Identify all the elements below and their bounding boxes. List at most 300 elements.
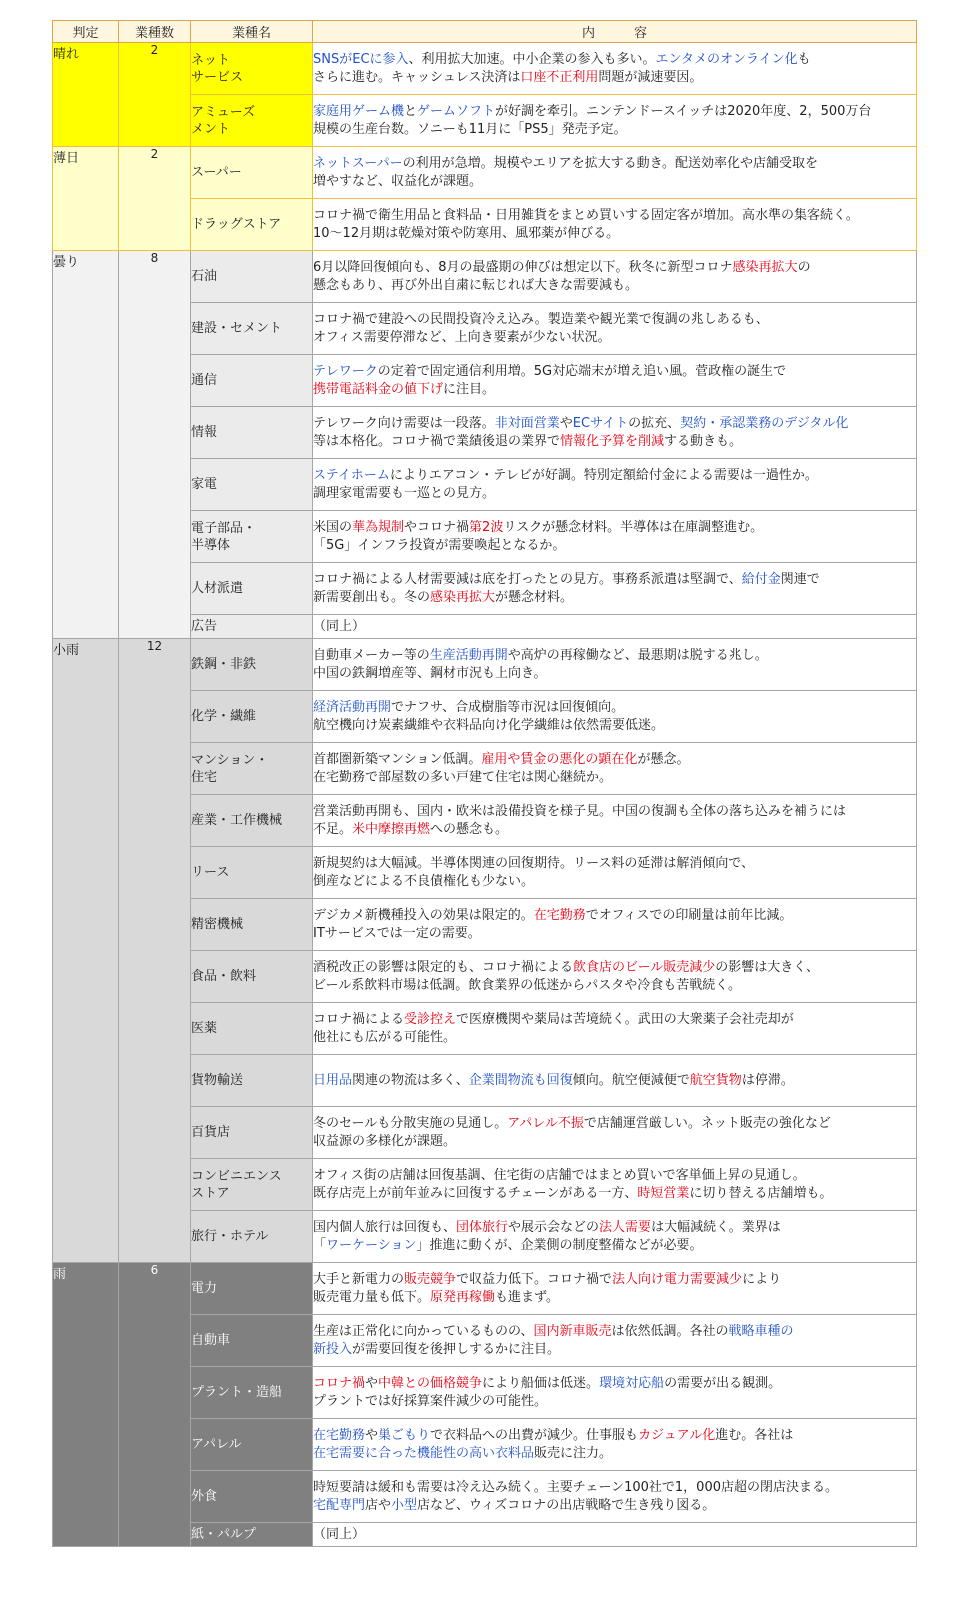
content-highlight: 携帯電話料金の値下げ bbox=[313, 381, 444, 397]
content-text: によりエアコン・テレビが好調。特別定額給付金による需要は一過性か。 bbox=[389, 467, 818, 483]
content-highlight: 戦略車種の bbox=[728, 1323, 794, 1339]
content-cell bbox=[313, 1159, 917, 1211]
industry-name bbox=[191, 1523, 313, 1547]
industry-name bbox=[191, 199, 313, 251]
content-line bbox=[313, 415, 916, 433]
content-line bbox=[313, 155, 916, 173]
content-text: 既存店売上が前年並みに回復するチェーンがある一方、 bbox=[313, 1185, 638, 1201]
content-cell bbox=[313, 1055, 917, 1107]
content-highlight: 環境対応船 bbox=[599, 1375, 665, 1391]
content-line bbox=[313, 519, 916, 537]
content-text: 中国の鉄鋼増産等、鋼材市況も上向き。 bbox=[313, 665, 547, 681]
content-line bbox=[313, 537, 916, 555]
content-text: デジカメ新機種投入の効果は限定的。 bbox=[313, 907, 534, 923]
content-line bbox=[313, 1497, 916, 1515]
industry-count: 12 bbox=[146, 639, 163, 653]
content-line bbox=[313, 69, 916, 87]
content-highlight: 巣ごもり bbox=[378, 1427, 431, 1443]
content-cell bbox=[313, 251, 917, 303]
content-text: により船価は低迷。 bbox=[482, 1375, 600, 1391]
content-text: により bbox=[742, 1271, 782, 1287]
content-text: で収益力低下。コロナ禍で bbox=[456, 1271, 613, 1287]
content-line bbox=[313, 1375, 916, 1393]
content-highlight: 非対面営業 bbox=[494, 415, 560, 431]
industry-name bbox=[191, 1003, 313, 1055]
content-cell bbox=[313, 639, 917, 691]
industry-name-line: 電子部品・ bbox=[191, 520, 257, 536]
content-line bbox=[313, 1115, 916, 1133]
industry-name bbox=[191, 743, 313, 795]
content-line bbox=[313, 665, 916, 683]
industry-name-line: 人材派遣 bbox=[191, 581, 244, 596]
content-highlight: ワーケーション bbox=[326, 1237, 417, 1253]
industry-name-line: 紙・パルプ bbox=[191, 1527, 257, 1542]
content-highlight: 日用品 bbox=[313, 1072, 353, 1088]
industry-name-line: 住宅 bbox=[191, 769, 218, 785]
content-cell bbox=[313, 1523, 917, 1547]
industry-name-line: マンション・ bbox=[191, 752, 269, 768]
industry-name-line: 家電 bbox=[191, 477, 218, 492]
content-line bbox=[313, 485, 916, 503]
industry-name-line: 旅行・ホテル bbox=[191, 1229, 269, 1244]
content-line bbox=[313, 311, 916, 329]
content-text: コロナ禍で建設への民間投資冷え込み。製造業や観光業で復調の兆しあるも、 bbox=[313, 311, 769, 327]
industry-name bbox=[191, 1471, 313, 1523]
content-line bbox=[313, 1237, 916, 1255]
content-line bbox=[313, 173, 916, 191]
content-text: （同上） bbox=[313, 618, 366, 634]
content-text: 懸念もあり、再び外出自粛に転じれば大きな需要減も。 bbox=[313, 277, 639, 293]
header-count: 業種数 bbox=[119, 21, 191, 43]
industry-name-line: 建設・セメント bbox=[191, 321, 283, 336]
content-text: 6月以降回復傾向も、8月の最盛期の伸びは想定以下。秋冬に新型コロナ bbox=[313, 259, 733, 275]
content-highlight: 在宅勤務 bbox=[313, 1427, 366, 1443]
industry-name bbox=[191, 459, 313, 511]
content-text: 航空機向け炭素繊維や衣料品向け化学繊維は依然需要低迷。 bbox=[313, 717, 665, 733]
industry-name-line: ネット bbox=[191, 52, 231, 68]
content-highlight: 販売競争 bbox=[404, 1271, 457, 1287]
content-text: テレワーク向け需要は一段落。 bbox=[313, 415, 495, 431]
content-line bbox=[313, 1011, 916, 1029]
content-text: 規模の生産台数。ソニーも11月に「PS5」発売予定。 bbox=[313, 121, 627, 137]
industry-count-cell bbox=[119, 43, 191, 147]
content-text: さらに進む。キャッシュレス決済は bbox=[313, 69, 521, 85]
content-text: は停滞。 bbox=[741, 1072, 794, 1088]
content-line bbox=[313, 959, 916, 977]
content-text: 調理家電需要も一巡との見方。 bbox=[313, 485, 496, 501]
content-highlight: カジュアル化 bbox=[638, 1427, 716, 1443]
content-line bbox=[313, 1393, 916, 1411]
content-line bbox=[313, 1427, 916, 1445]
content-cell bbox=[313, 691, 917, 743]
content-text: への懸念も。 bbox=[430, 821, 509, 837]
content-highlight: 給付金 bbox=[741, 571, 781, 587]
content-line bbox=[313, 225, 916, 243]
content-text: 増やすなど、収益化が課題。 bbox=[313, 173, 483, 189]
content-text: 関連の物流は多く、 bbox=[352, 1072, 469, 1088]
industry-name-line: 百貨店 bbox=[191, 1125, 231, 1140]
industry-name-line: 外食 bbox=[191, 1489, 218, 1504]
content-text: 販売に注力。 bbox=[534, 1445, 613, 1461]
content-text: に注目。 bbox=[443, 381, 496, 397]
content-highlight: 雇用や賃金の悪化の顕在化 bbox=[481, 751, 638, 767]
content-text: 他社にも広がる可能性。 bbox=[313, 1029, 457, 1045]
content-text: 新規契約は大幅減。半導体関連の回復期待。リース料の延滞は解消傾向で、 bbox=[313, 855, 755, 871]
content-line bbox=[313, 1479, 916, 1497]
content-line bbox=[313, 1133, 916, 1151]
content-text: 不足。 bbox=[313, 821, 353, 837]
content-highlight: ネットスーパー bbox=[313, 155, 403, 171]
judgement-cell bbox=[53, 147, 119, 251]
content-text: が好調を牽引。ニンテンドースイッチは2020年度、2，500万台 bbox=[495, 103, 872, 119]
header-judgement: 判定 bbox=[53, 21, 119, 43]
content-line bbox=[313, 1289, 916, 1307]
content-highlight: 口座不正利用 bbox=[520, 69, 599, 85]
industry-name-line: 化学・繊維 bbox=[191, 709, 257, 724]
content-line bbox=[313, 1072, 916, 1090]
content-highlight: 原発再稼働 bbox=[430, 1289, 496, 1305]
content-line bbox=[313, 1167, 916, 1185]
industry-name bbox=[191, 147, 313, 199]
content-text: オフィス街の店舗は回復基調、住宅街の店舗ではまとめ買いで客単価上昇の見通し。 bbox=[313, 1167, 806, 1183]
content-text: 時短要請は緩和も需要は冷え込み続く。主要チェーン100社で1，000店超の閉店決まる。 bbox=[313, 1479, 838, 1495]
industry-count: 2 bbox=[150, 147, 159, 161]
industry-name-line: 通信 bbox=[191, 373, 218, 388]
industry-name-line: 石油 bbox=[191, 269, 218, 284]
content-highlight: エンタメのオンライン化 bbox=[655, 51, 798, 67]
industry-name bbox=[191, 1315, 313, 1367]
table-row bbox=[53, 639, 917, 691]
content-text: 販売電力量も低下。 bbox=[313, 1289, 431, 1305]
industry-name bbox=[191, 1055, 313, 1107]
content-cell bbox=[313, 743, 917, 795]
content-text: 店や bbox=[365, 1497, 392, 1513]
judgement-label: 晴れ bbox=[53, 47, 80, 62]
header-industry: 業種名 bbox=[191, 21, 313, 43]
content-cell bbox=[313, 1211, 917, 1263]
content-line bbox=[313, 1341, 916, 1359]
industry-name-line: アミューズ bbox=[191, 104, 256, 120]
industry-count-cell bbox=[119, 639, 191, 1263]
content-cell bbox=[313, 303, 917, 355]
content-text: 在宅勤務で部屋数の多い戸建て住宅は関心継続か。 bbox=[313, 769, 613, 785]
content-line bbox=[313, 925, 916, 943]
content-line bbox=[313, 51, 916, 69]
content-line bbox=[313, 751, 916, 769]
content-text: 国内個人旅行は回復も、 bbox=[313, 1219, 457, 1235]
content-line bbox=[313, 433, 916, 451]
content-line bbox=[313, 907, 916, 925]
content-line bbox=[313, 618, 916, 636]
industry-count: 2 bbox=[150, 43, 159, 57]
content-line bbox=[313, 1185, 916, 1203]
judgement-cell bbox=[53, 43, 119, 147]
content-line bbox=[313, 329, 916, 347]
industry-name bbox=[191, 251, 313, 303]
judgement-label: 曇り bbox=[53, 255, 80, 270]
content-cell bbox=[313, 1471, 917, 1523]
content-highlight: 華為規制 bbox=[352, 519, 405, 535]
content-line bbox=[313, 1526, 916, 1544]
content-text: 新需要創出も。冬の bbox=[313, 589, 431, 605]
industry-count-cell bbox=[119, 1263, 191, 1547]
content-line bbox=[313, 977, 916, 995]
judgement-label: 小雨 bbox=[53, 643, 80, 658]
content-cell bbox=[313, 459, 917, 511]
content-text: や bbox=[365, 1427, 379, 1443]
content-line bbox=[313, 873, 916, 891]
industry-name-line: 半導体 bbox=[191, 537, 231, 553]
judgement-label: 雨 bbox=[53, 1267, 67, 1282]
content-text: 」推進に動くが、企業側の制度整備などが必要。 bbox=[416, 1237, 703, 1253]
content-line bbox=[313, 121, 916, 139]
content-line bbox=[313, 1219, 916, 1237]
content-text: 営業活動再開も、国内・欧米は設備投資を様子見。中国の復調も全体の落ち込みを補うには bbox=[313, 803, 847, 819]
industry-name-line: サービス bbox=[191, 69, 244, 85]
content-line bbox=[313, 821, 916, 839]
content-text: 問題が減速要因。 bbox=[598, 69, 703, 85]
content-line bbox=[313, 717, 916, 735]
content-text: やコロナ禍 bbox=[404, 519, 470, 535]
header-row bbox=[53, 21, 917, 43]
content-text: 首都圏新築マンション低調。 bbox=[313, 751, 482, 767]
content-highlight: 法人向け電力需要減少 bbox=[612, 1271, 743, 1287]
content-highlight: 法人需要 bbox=[599, 1219, 652, 1235]
content-highlight: 企業間物流も回復 bbox=[468, 1072, 573, 1088]
content-highlight: ECサイト bbox=[572, 415, 629, 431]
content-text: 倒産などによる不良債権化も少ない。 bbox=[313, 873, 535, 889]
industry-name bbox=[191, 563, 313, 615]
content-text: でオフィスでの印刷量は前年比減。 bbox=[585, 907, 793, 923]
content-highlight: 契約・承認業務のデジタル化 bbox=[680, 415, 849, 431]
industry-name bbox=[191, 795, 313, 847]
content-line bbox=[313, 589, 916, 607]
judgement-cell bbox=[53, 639, 119, 1263]
content-highlight: 米中摩擦再燃 bbox=[352, 821, 431, 837]
content-text: 収益源の多様化が課題。 bbox=[313, 1133, 457, 1149]
industry-name bbox=[191, 95, 313, 147]
content-cell bbox=[313, 1367, 917, 1419]
content-line bbox=[313, 1445, 916, 1463]
content-highlight: 感染再拡大 bbox=[430, 589, 496, 605]
content-highlight: アパレル不振 bbox=[507, 1115, 584, 1131]
content-text: 、利用拡大加速。中小企業の参入も多い。 bbox=[408, 51, 656, 67]
content-line bbox=[313, 803, 916, 821]
content-text: 大手と新電力の bbox=[313, 1271, 405, 1287]
content-cell bbox=[313, 1003, 917, 1055]
content-highlight: 中韓との価格競争 bbox=[378, 1375, 483, 1391]
content-highlight: 宅配専門 bbox=[313, 1497, 366, 1513]
content-text: と bbox=[404, 103, 418, 119]
content-text: で医療機関や薬局は苦境続く。武田の大衆薬子会社売却が bbox=[456, 1011, 794, 1027]
content-text: も bbox=[797, 51, 811, 67]
content-line bbox=[313, 467, 916, 485]
content-line bbox=[313, 647, 916, 665]
content-highlight: 受診控え bbox=[404, 1011, 457, 1027]
content-cell bbox=[313, 1263, 917, 1315]
content-text: の影響は大きく、 bbox=[715, 959, 819, 975]
content-line bbox=[313, 769, 916, 787]
judgement-label: 薄日 bbox=[53, 151, 80, 166]
content-cell bbox=[313, 355, 917, 407]
industry-name bbox=[191, 951, 313, 1003]
content-text: 自動車メーカー等の bbox=[313, 647, 430, 663]
industry-name-line: リース bbox=[191, 865, 230, 880]
content-cell bbox=[313, 1315, 917, 1367]
content-text: や bbox=[559, 415, 573, 431]
content-text: の拡充、 bbox=[628, 415, 681, 431]
content-highlight: 時短営業 bbox=[637, 1185, 690, 1201]
content-text: は大幅減続く。業界は bbox=[651, 1219, 781, 1235]
content-text: で店舗運営厳しい。ネット販売の強化など bbox=[583, 1115, 831, 1131]
content-text: 「5G」インフラ投資が需要喚起となるか。 bbox=[313, 537, 566, 553]
judgement-cell bbox=[53, 251, 119, 639]
content-text: が懸念材料。 bbox=[495, 589, 574, 605]
content-text: 店など、ウィズコロナの出店戦略で生き残り図る。 bbox=[417, 1497, 716, 1513]
content-text: 「 bbox=[313, 1237, 327, 1253]
content-highlight: 団体旅行 bbox=[456, 1219, 509, 1235]
content-text: する動きも。 bbox=[664, 433, 743, 449]
industry-name bbox=[191, 1159, 313, 1211]
content-line bbox=[313, 571, 916, 589]
industry-name-line: 情報 bbox=[191, 425, 218, 440]
content-highlight: 生産活動再開 bbox=[429, 647, 508, 663]
content-text: コロナ禍で衛生用品と食料品・日用雑貨をまとめ買いする固定客が増加。高水準の集客続く。 bbox=[313, 207, 859, 223]
content-highlight: ゲームソフト bbox=[417, 103, 496, 119]
content-highlight: 家庭用ゲーム機 bbox=[313, 103, 405, 119]
content-cell bbox=[313, 407, 917, 459]
content-text: や展示会などの bbox=[508, 1219, 600, 1235]
content-line bbox=[313, 855, 916, 873]
industry-name-line: 医薬 bbox=[191, 1021, 218, 1036]
content-highlight: 在宅勤務 bbox=[533, 907, 586, 923]
industry-name bbox=[191, 407, 313, 459]
content-text: で衣料品への出費が減少。仕事服も bbox=[430, 1427, 639, 1443]
content-text: や bbox=[365, 1375, 379, 1391]
table-row bbox=[53, 147, 917, 199]
content-text: コロナ禍による人材需要減は底を打ったとの見方。事務系派遣は堅調で、 bbox=[313, 571, 742, 587]
industry-name bbox=[191, 1367, 313, 1419]
industry-name bbox=[191, 1211, 313, 1263]
content-highlight: 感染再拡大 bbox=[732, 259, 798, 275]
content-highlight: コロナ禍 bbox=[313, 1375, 366, 1391]
content-line bbox=[313, 277, 916, 295]
industry-name-line: コンビニエンス bbox=[191, 1168, 282, 1184]
content-text: 傾向。航空便減便で bbox=[572, 1072, 690, 1088]
content-text: 米国の bbox=[313, 519, 353, 535]
content-text: の需要が出る観測。 bbox=[664, 1375, 782, 1391]
content-text: 等は本格化。コロナ禍で業績後退の業界で bbox=[313, 433, 561, 449]
industry-name-line: アパレル bbox=[191, 1437, 242, 1452]
industry-name bbox=[191, 691, 313, 743]
content-cell bbox=[313, 199, 917, 251]
industry-name-line: メント bbox=[191, 121, 231, 137]
content-text: コロナ禍による bbox=[313, 1011, 405, 1027]
content-highlight: 第2波 bbox=[469, 519, 504, 535]
content-text: ITサービスでは一定の需要。 bbox=[313, 925, 481, 941]
content-cell bbox=[313, 1419, 917, 1471]
content-cell bbox=[313, 147, 917, 199]
table-row bbox=[53, 251, 917, 303]
table-row bbox=[53, 1263, 917, 1315]
content-text: リスクが懸念材料。半導体は在庫調整進む。 bbox=[503, 519, 764, 535]
industry-name-line: プラント・造船 bbox=[191, 1385, 283, 1400]
industry-name bbox=[191, 1107, 313, 1159]
industry-count: 6 bbox=[150, 1263, 159, 1277]
content-cell bbox=[313, 847, 917, 899]
industry-name bbox=[191, 43, 313, 95]
content-text: が需要回復を後押しするかに注目。 bbox=[352, 1341, 561, 1357]
content-text: ビール系飲料市場は低調。飲食業界の低迷からパスタや冷食も苦戦続く。 bbox=[313, 977, 741, 993]
content-text: の bbox=[797, 259, 811, 275]
industry-name-line: ストア bbox=[191, 1185, 230, 1201]
industry-name-line: 自動車 bbox=[191, 1333, 231, 1348]
industry-name-line: 貨物輸送 bbox=[191, 1073, 244, 1088]
content-line bbox=[313, 1029, 916, 1047]
industry-count: 8 bbox=[150, 251, 159, 265]
content-highlight: SNSがECに参入 bbox=[313, 51, 409, 67]
industry-count-cell bbox=[119, 147, 191, 251]
industry-name-line: 食品・飲料 bbox=[191, 969, 257, 984]
content-line bbox=[313, 699, 916, 717]
content-text: 酒税改正の影響は限定的も、コロナ禍による bbox=[313, 959, 574, 975]
industry-name-line: 広告 bbox=[191, 619, 218, 634]
content-highlight: 在宅需要に合った機能性の高い衣料品 bbox=[313, 1445, 535, 1461]
industry-name bbox=[191, 303, 313, 355]
industry-name bbox=[191, 899, 313, 951]
content-line bbox=[313, 363, 916, 381]
content-text: 関連で bbox=[780, 571, 820, 587]
content-cell bbox=[313, 43, 917, 95]
content-text: の利用が急増。規模やエリアを拡大する動き。配送効率化や店舗受取を bbox=[402, 155, 819, 171]
content-text: 冬のセールも分散実施の見通し。 bbox=[313, 1115, 508, 1131]
content-highlight: 飲食店のビール販売減少 bbox=[573, 959, 716, 975]
content-text: でナフサ、合成樹脂等市況は回復傾向。 bbox=[391, 699, 625, 715]
content-highlight: テレワーク bbox=[313, 363, 378, 379]
content-cell bbox=[313, 1107, 917, 1159]
industry-outlook-table bbox=[52, 20, 917, 1547]
content-text: プラントでは好採算案件減少の可能性。 bbox=[313, 1393, 548, 1409]
industry-name bbox=[191, 355, 313, 407]
content-text: 進む。各社は bbox=[715, 1427, 794, 1443]
content-text: オフィス需要停滞など、上向き要素が少ない状況。 bbox=[313, 329, 611, 345]
content-text: 10～12月期は乾燥対策や防寒用、風邪薬が伸びる。 bbox=[313, 225, 620, 241]
industry-name bbox=[191, 1263, 313, 1315]
content-text: が懸念。 bbox=[637, 751, 690, 767]
industry-name bbox=[191, 639, 313, 691]
content-cell bbox=[313, 951, 917, 1003]
table-body bbox=[53, 43, 917, 1547]
industry-name bbox=[191, 511, 313, 563]
content-text: は依然低調。各社の bbox=[611, 1323, 729, 1339]
content-cell bbox=[313, 795, 917, 847]
table-row bbox=[53, 43, 917, 95]
content-cell bbox=[313, 511, 917, 563]
content-highlight: 情報化予算を削減 bbox=[560, 433, 665, 449]
industry-name-line: スーパー bbox=[191, 165, 242, 180]
content-text: （同上） bbox=[313, 1526, 366, 1542]
content-line bbox=[313, 1271, 916, 1289]
content-cell bbox=[313, 899, 917, 951]
industry-name-line: 精密機械 bbox=[191, 917, 244, 932]
header-content: 内 容 bbox=[313, 21, 917, 43]
content-highlight: ステイホーム bbox=[313, 467, 390, 483]
industry-name bbox=[191, 847, 313, 899]
content-text: 生産は正常化に向かっているものの、 bbox=[313, 1323, 534, 1339]
content-line bbox=[313, 103, 916, 121]
content-cell bbox=[313, 615, 917, 639]
content-cell bbox=[313, 563, 917, 615]
